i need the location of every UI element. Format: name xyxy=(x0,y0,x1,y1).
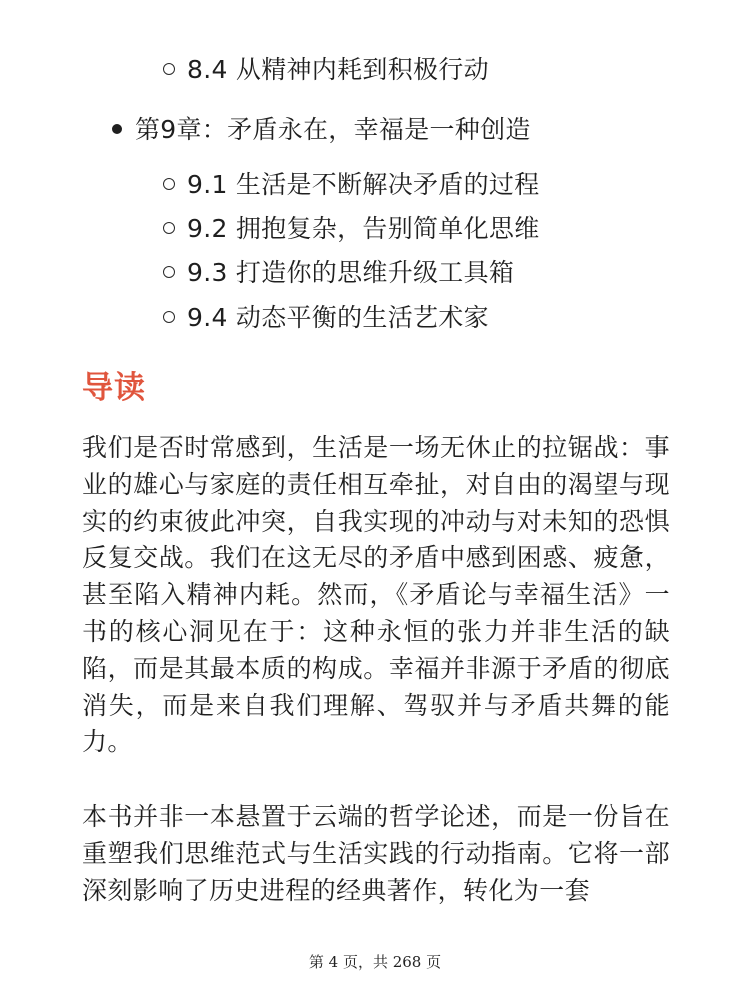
hollow-circle-bullet-icon xyxy=(163,311,175,323)
toc-chapter-9[interactable] xyxy=(112,113,531,147)
section-heading-intro: 导读 xyxy=(82,370,146,406)
toc-item-label: 9.2 拥抱复杂，告别简单化思维 xyxy=(187,214,540,243)
toc-section-9-3[interactable] xyxy=(163,256,514,290)
hollow-circle-bullet-icon xyxy=(163,222,175,234)
toc-item-label: 9.1 生活是不断解决矛盾的过程 xyxy=(187,170,540,199)
toc-section-8-4[interactable] xyxy=(163,53,489,87)
hollow-circle-bullet-icon xyxy=(163,63,175,75)
toc-section-9-1[interactable] xyxy=(163,168,540,202)
intro-paragraph: 我们是否时常感到，生活是一场无休止的拉锯战：事业的雄心与家庭的责任相互牵扯，对自由的渴望与现实的约束彼此冲突，自我实现的冲动与对未知的恐惧反复交战。我们在这无尽的矛盾中感到困惑、疲惫，甚至陷入精神内耗。然而，《矛盾论与幸福生活》一书的核心洞见在于：这种永恒的张力并非生活的缺陷，而是其最本质的构成。幸福并非源于矛盾的彻底消失，而是来自我们理解、驾驭并与矛盾共舞的能力。 xyxy=(82,433,670,757)
hollow-circle-bullet-icon xyxy=(163,178,175,190)
toc-item-label: 第9章：矛盾永在，幸福是一种创造 xyxy=(135,115,531,144)
toc-item-label: 8.4 从精神内耗到积极行动 xyxy=(187,55,489,84)
toc-item-label: 9.4 动态平衡的生活艺术家 xyxy=(187,303,489,332)
intro-paragraph: 本书并非一本悬置于云端的哲学论述，而是一份旨在重塑我们思维范式与生活实践的行动指南。它将一部深刻影响了历史进程的经典著作，转化为一套 xyxy=(82,802,670,905)
toc-section-9-4[interactable] xyxy=(163,301,489,335)
page-number-footer: 第 4 页，共 268 页 xyxy=(308,953,442,971)
hollow-circle-bullet-icon xyxy=(163,266,175,278)
toc-section-9-2[interactable] xyxy=(163,212,540,246)
toc-item-label: 9.3 打造你的思维升级工具箱 xyxy=(187,258,515,287)
filled-circle-bullet-icon xyxy=(112,124,122,134)
